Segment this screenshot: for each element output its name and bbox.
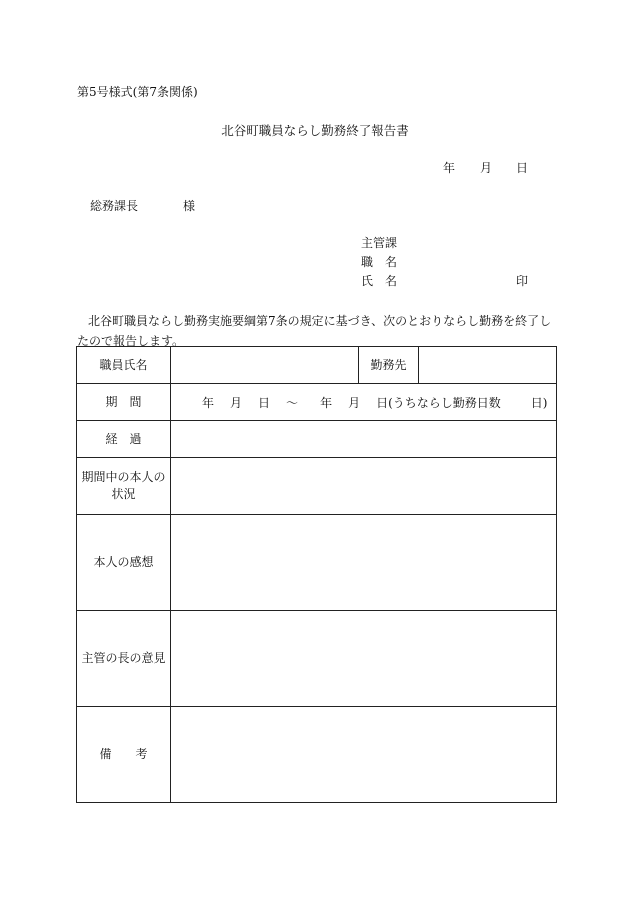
report-table xyxy=(76,346,557,803)
report-statement: 北谷町職員ならし勤務実施要綱第7条の規定に基づき、次のとおりならし勤務を終了したので報告します。 xyxy=(77,314,552,348)
status-label: 期間中の本人の状況 xyxy=(77,458,171,515)
supervisor-opinion-label: 主管の長の意見 xyxy=(77,611,171,707)
period-start-year: 年 xyxy=(202,395,215,410)
form-number: 第5号様式(第7条関係) xyxy=(77,85,198,99)
period-label: 期 間 xyxy=(77,384,171,421)
impression-label: 本人の感想 xyxy=(77,515,171,611)
impression-field[interactable] xyxy=(171,515,557,611)
table-row xyxy=(77,347,557,384)
workplace-field[interactable] xyxy=(419,347,557,384)
progress-field[interactable] xyxy=(171,421,557,458)
employee-name-field[interactable] xyxy=(171,347,359,384)
period-field[interactable] xyxy=(171,384,557,421)
period-days-unit: 日) xyxy=(530,395,548,410)
date-month-label: 月 xyxy=(480,161,493,175)
workplace-label: 勤務先 xyxy=(359,347,419,384)
table-row xyxy=(77,384,557,421)
table-row xyxy=(77,707,557,803)
supervisor-opinion-field[interactable] xyxy=(171,611,557,707)
period-end-year: 年 xyxy=(320,395,333,410)
date-year-label: 年 xyxy=(443,161,456,175)
period-tilde: ～ xyxy=(286,395,299,410)
sender-name-label: 氏 名 xyxy=(361,274,398,288)
table-row xyxy=(77,515,557,611)
table-row xyxy=(77,611,557,707)
remarks-label: 備 考 xyxy=(77,707,171,803)
table-row xyxy=(77,458,557,515)
period-line xyxy=(171,394,556,411)
date-day-label: 日 xyxy=(516,161,529,175)
addressee-name: 総務課長 xyxy=(90,199,139,213)
status-field[interactable] xyxy=(171,458,557,515)
period-end-month: 月 xyxy=(348,395,361,410)
employee-name-label: 職員氏名 xyxy=(77,347,171,384)
remarks-field[interactable] xyxy=(171,707,557,803)
document-title: 北谷町職員ならし勤務終了報告書 xyxy=(221,123,409,138)
addressee-honorific: 様 xyxy=(183,199,196,213)
sender-department-label: 主管課 xyxy=(361,236,398,250)
sender-position-label: 職 名 xyxy=(361,255,398,269)
period-start-month: 月 xyxy=(230,395,243,410)
period-end-day-and-days-label: 日(うちならし勤務日数 xyxy=(376,395,501,410)
period-start-day: 日 xyxy=(258,395,271,410)
seal-label: 印 xyxy=(516,274,529,288)
progress-label: 経 過 xyxy=(77,421,171,458)
table-row xyxy=(77,421,557,458)
